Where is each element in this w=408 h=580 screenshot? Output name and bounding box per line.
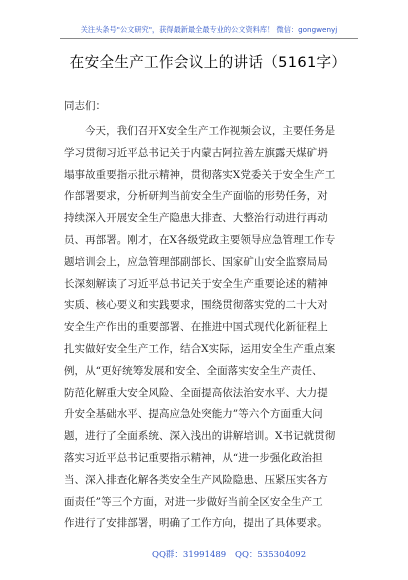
qq-group-link[interactable]: QQ群：31991489	[152, 550, 227, 560]
body-line: 落实习近平总书记重要指示精神，从“进一步强化政治担	[64, 451, 323, 464]
body-line: 题，进行了全面系统、深入浅出的讲解培训。X书记就贯彻	[64, 430, 336, 443]
body-line: 实质、核心要义和实践要求，围绕贯彻落实党的二十大对	[64, 299, 328, 312]
qq-contact-link[interactable]: QQ：535304092	[235, 550, 307, 560]
header-banner: 关注头条号"公文研究"，获得最新最全最专业的公文资料库！ 微信：gongwenyj	[80, 25, 338, 34]
body-line: 扎实做好安全生产工作，结合X实际，运用安全生产重点案	[64, 342, 336, 355]
body-line: 今天，我们召开X安全生产工作视频会议，主要任务是	[85, 125, 336, 137]
body-line: 持续深入开展安全生产隐患大排查、大整治行动进行再动	[64, 212, 328, 225]
document-title: 在安全生产工作会议上的讲话（5161字）	[69, 54, 347, 71]
body-line: 作进行了安排部署，明确了工作方向，提出了具体要求。	[64, 517, 328, 530]
body-line: 学习贯彻习近平总书记关于内蒙古阿拉善左旗露天煤矿坍	[64, 146, 328, 159]
header-divider	[60, 38, 358, 39]
body-line: 升安全基础水平、提高应急处突能力”等六个方面重大问	[64, 408, 323, 421]
body-line: 面责任”等三个方面，对进一步做好当前全区安全生产工	[64, 495, 323, 508]
body-line: 作部署要求，分析研判当前安全生产面临的形势任务，对	[64, 190, 328, 203]
body-line: 塌事故重要指示批示精神，贯彻落实X党委关于安全生产工	[64, 168, 336, 181]
body-line: 安全生产作出的重要部署、在推进中国式现代化新征程上	[64, 321, 328, 334]
body-line: 员、再部署。刚才，在X各级党政主要领导应急管理工作专	[64, 233, 336, 246]
body-line: 题培训会上，应急管理部副部长、国家矿山安全监察局局	[64, 255, 328, 268]
body-line: 例，从“更好统筹发展和安全、全面落实安全生产责任、	[64, 364, 323, 377]
body-line: 当、深入排查化解各类安全生产风险隐患、压紧压实各方	[64, 473, 328, 486]
document-body	[64, 121, 346, 535]
footer-contacts	[0, 548, 408, 562]
salutation: 同志们：	[64, 100, 106, 112]
body-line: 防范化解重大安全风险、全面提高依法治安水平、大力提	[64, 386, 328, 399]
body-line: 长深刻解读了习近平总书记关于安全生产重要论述的精神	[64, 277, 328, 290]
